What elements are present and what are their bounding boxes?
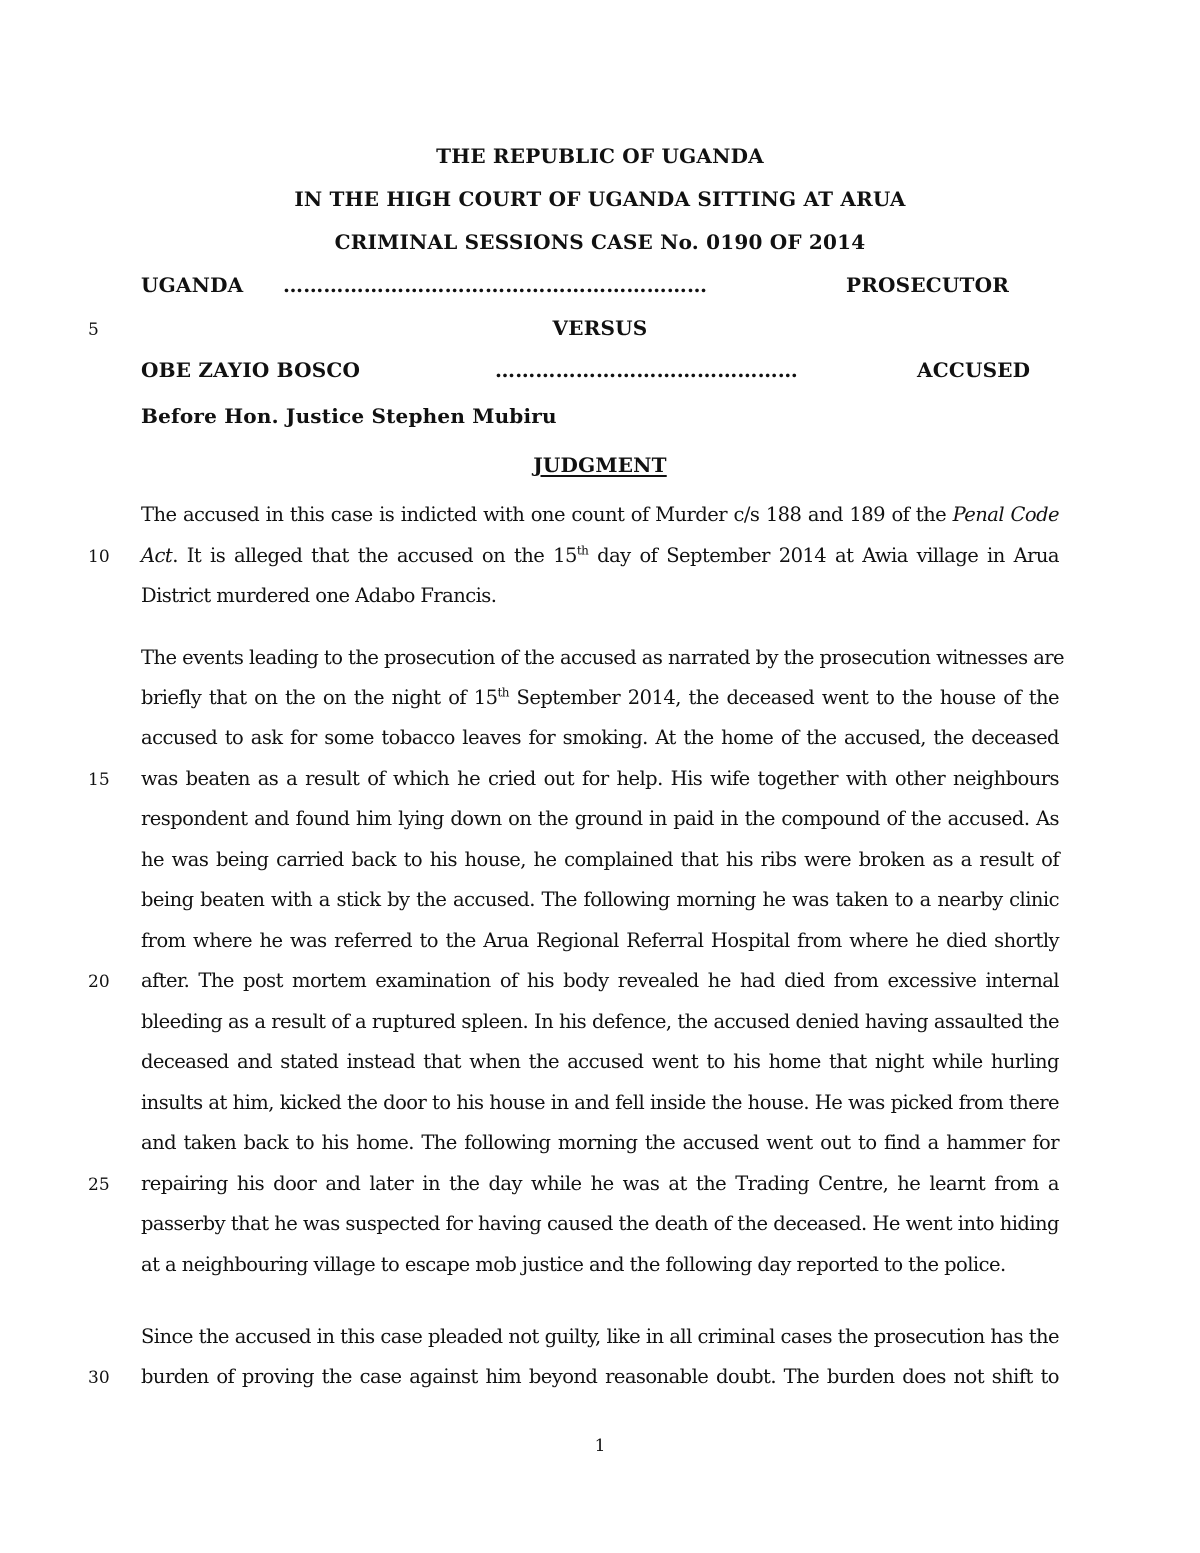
para2-line14: repairing his door and later in the day while he was at the Trading Centre, he learnt from a [141, 1172, 1059, 1195]
line-number-25: 25 [88, 1175, 110, 1195]
line-number-10: 10 [88, 547, 110, 567]
para2-line6: he was being carried back to his house, he complained that his ribs were broken as a result of [141, 848, 1059, 871]
para2-line3: accused to ask for some tobacco leaves for smoking. At the home of the accused, the deceased [141, 726, 1059, 749]
para2-line11: deceased and stated instead that when the accused went to his home that night while hurling [141, 1050, 1059, 1073]
accused-role: ACCUSED [917, 358, 1031, 382]
para1-line2: Act. It is alleged that the accused on the 15th day of September 2014 at Awia village in Arua [141, 543, 1059, 567]
para2-line15: passerby that he was suspected for having caused the death of the deceased. He went into hiding [141, 1212, 1059, 1235]
para2-line9: after. The post mortem examination of his body revealed he had died from excessive internal [141, 969, 1059, 992]
line-number-15: 15 [88, 770, 110, 790]
para3-line2: burden of proving the case against him beyond reasonable doubt. The burden does not shift to [141, 1365, 1059, 1388]
line-number-5: 5 [88, 320, 99, 340]
line-number-30: 30 [88, 1368, 110, 1388]
para2-line12: insults at him, kicked the door to his house in and fell inside the house. He was picked from there [141, 1091, 1059, 1114]
case-heading: CRIMINAL SESSIONS CASE No. 0190 OF 2014 [334, 230, 866, 254]
para2-line1: The events leading to the prosecution of the accused as narrated by the prosecution witnesses are [141, 646, 1065, 669]
para2-line10: bleeding as a result of a ruptured spleen. In his defence, the accused denied having assaulted the [141, 1010, 1059, 1033]
republic-heading: THE REPUBLIC OF UGANDA [436, 144, 764, 168]
para2-line7: being beaten with a stick by the accused. The following morning he was taken to a nearby clinic [141, 888, 1059, 911]
para3-line1: Since the accused in this case pleaded not guilty, like in all criminal cases the prosecution has the [141, 1325, 1059, 1348]
para2-line8: from where he was referred to the Arua Regional Referral Hospital from where he died shortly [141, 929, 1059, 952]
prosecution-dots: ……………………………………………………… [283, 273, 708, 297]
accused-name: OBE ZAYIO BOSCO [141, 358, 361, 382]
judge-line: Before Hon. Justice Stephen Mubiru [141, 404, 557, 428]
para2-line4: was beaten as a result of which he cried out for help. His wife together with other neighbours [141, 767, 1059, 790]
para2-line16: at a neighbouring village to escape mob justice and the following day reported to the police. [141, 1253, 1006, 1276]
prosecution-name: UGANDA [141, 273, 244, 297]
line-number-20: 20 [88, 972, 110, 992]
page-number: 1 [594, 1436, 606, 1456]
para1-line3: District murdered one Adabo Francis. [141, 584, 497, 607]
prosecution-role: PROSECUTOR [846, 273, 1010, 297]
accused-dots: ……………………………………… [495, 358, 798, 382]
judgment-title: JUDGMENT [533, 453, 667, 477]
para2-line13: and taken back to his home. The following morning the accused went out to find a hammer for [141, 1131, 1059, 1154]
para2-line5: respondent and found him lying down on the ground in paid in the compound of the accused. As [141, 807, 1059, 830]
court-heading: IN THE HIGH COURT OF UGANDA SITTING AT ARUA [294, 187, 906, 211]
versus-heading: VERSUS [552, 316, 648, 340]
para1-line1: The accused in this case is indicted with one count of Murder c/s 188 and 189 of the Penal Code [141, 503, 1059, 526]
para2-line2: briefly that on the on the night of 15th September 2014, the deceased went to the house of the [141, 685, 1059, 709]
